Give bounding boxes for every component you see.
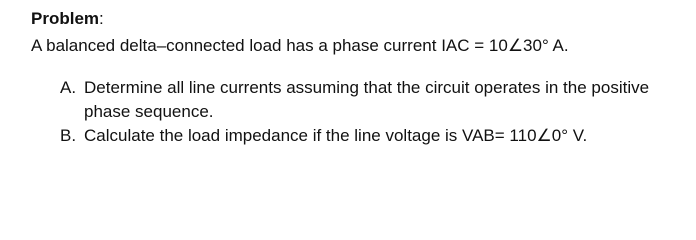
problem-heading xyxy=(31,8,104,30)
problem-questions-list xyxy=(60,76,680,148)
question-marker-b: B. xyxy=(60,126,77,145)
question-marker-a: A. xyxy=(60,78,77,97)
problem-heading-label: Problem xyxy=(31,9,100,28)
question-text-a: Determine all line currents assuming that the circuit operates in the positive phase sequence. xyxy=(84,78,650,121)
question-text-b: Calculate the load impedance if the line voltage is VAB= 110∠0° V. xyxy=(84,126,588,145)
question-item-a xyxy=(60,76,680,124)
question-item-b xyxy=(60,124,680,148)
problem-intro: A balanced delta–connected load has a phase current IAC = 10∠30° A. xyxy=(31,36,569,55)
problem-heading-colon: : xyxy=(99,9,104,28)
